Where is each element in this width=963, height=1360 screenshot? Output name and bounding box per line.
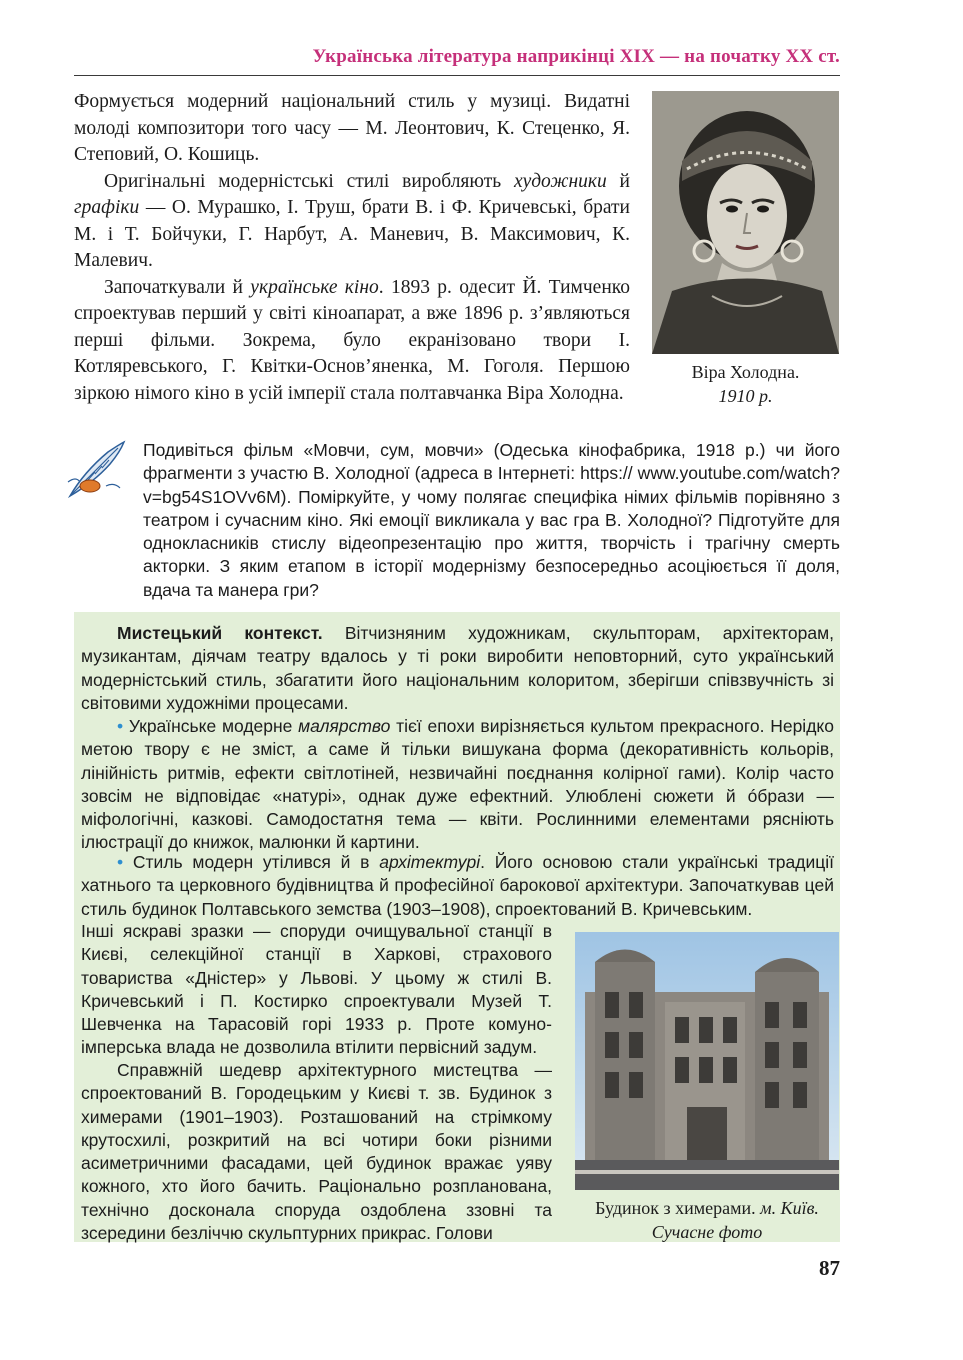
emphasis-graphics: графіки [74, 197, 140, 218]
intro-paragraph-cinema [74, 275, 630, 408]
intro-paragraph-music: Формується модерний національний стиль у музиці. Видатні молоді композитори того часу — М. Леонтович, К. Стеценко, Я. Степовий, О. Кошиць. [74, 91, 630, 165]
text-span: Стиль модерн утілився й в [123, 852, 380, 872]
text-span: тієї епохи вирізняється культом прекрасного. Нерідко метою твору є не зміст, а саме й тільки вишукана форма (декоративність кольорів, лінійність ритмів, ефекти світлотіней, незвичайні поєднання колірної гами). Колір часто зовсім не відповідає «натурі», однак дуже ефектний. Улюблені сюжети й óбрази — міфологічні, казкові. Самодостатня тема — квіти. Рослинними елементами рясніють ілюстрації до книжок, малюнки й картини. [81, 716, 834, 853]
text-span: Українське модерне [123, 716, 299, 736]
context-architecture-examples: Інші яскраві зразки — споруди очищувальної станції в Києві, селекційної станції в Харкові, страхового товариства «Дністер» у Львові. У цьому ж стилі В. Кричевський і П. Костирко спроектували Музей Т. Шевченка на Тарасовій горі 1933 р. Проте комуно-імперська влада не дозволила втілити первісний задум. [81, 921, 552, 1058]
portrait-caption-year: 1910 р. [718, 386, 773, 406]
text-span: Оригінальні модерністські стилі виробляють [104, 170, 514, 192]
text-span: й [606, 170, 630, 192]
emphasis-cinema: українське кіно [250, 276, 379, 298]
context-painting-paragraph [81, 715, 834, 855]
bullet-icon: • [117, 852, 124, 872]
text-span: Вітчизняним художникам, скульпторам, архітекторам, музикантам, діячам театру вдалось у ті роки виробити неповторний, суто український модерністський стиль, збагатити його національним колоритом, зберігши співзвучність зі світовими художніми процесами. [81, 623, 835, 713]
vira-kholodna-photo [652, 91, 839, 354]
emphasis-painting: малярство [298, 716, 391, 736]
intro-paragraph-artists [74, 169, 630, 275]
portrait-caption [652, 360, 839, 408]
context-heading: Мистецький контекст. [117, 623, 323, 643]
building-caption-note: Сучасне фото [651, 1222, 763, 1242]
context-masterpiece-paragraph: Справжній шедевр архітектурного мистецтва — спроектований В. Городецьким у Києві т. зв. Будинок з химерами (1901–1903). Розташований на стрімкому крутосхилі, розкритий на всі чотири боки різними асиметричними фасадами, цей будинок вражає уяву кожного, хто його бачить. Раціонально розпланована, технічно досконала споруда оздоблена ззовні та зсередини безліччю скульптурних прикрас. Голови [81, 1060, 552, 1244]
portrait-caption-name: Віра Холодна. [691, 362, 800, 382]
page-header-title: Українська література наприкінці XIX — на початку XX ст. [312, 46, 840, 67]
context-intro-paragraph [81, 622, 834, 715]
bullet-icon: • [117, 716, 124, 736]
emphasis-architecture: архітектурі [379, 852, 481, 872]
quill-icon [62, 438, 128, 500]
page-number: 87 [819, 1256, 840, 1280]
building-caption [575, 1196, 839, 1244]
text-span: Започаткували й [104, 276, 251, 298]
emphasis-artists: художники [513, 170, 607, 192]
assignment-text: Подивіться фільм «Мовчи, сум, мовчи» (Одеська кінофабрика, 1918 р.) чи його фрагменти з участю В. Холодної (адреса в Інтернеті: https:// www.youtube.com/watch?v=bg54S1OVv6M). Поміркуйте, у чому полягає специфіка німих фільмів порівняно з театром і сучасним кіно. Які емоції викликала у вас гра В. Холодної? Підготуйте для однокласників стислу відеопрезентацію про життя, творчість і трагічну смерть акторки. З яким етапом в історії модернізму безпосередньо асоціюється її доля, вдача та манера гри? [143, 440, 840, 600]
text-span: . 1893 р. одесит Й. Тимченко спроектував перший у світі кіноапарат, а вже 1896 р. з’являються перші фільми. Зокрема, було екранізовано твори І. Котляревського, Г. Квітки-Основ’яненка, М. Гоголя. Першою зіркою німого кіно в усій імперії стала полтавчанка Віра Холодна. [74, 276, 630, 404]
text-span: — О. Мурашко, І. Труш, брати В. і Ф. Кричевські, брати М. і Т. Бойчуки, Г. Нарбут, А. Маневич, В. Максимович, К. Малевич. [74, 197, 630, 271]
context-architecture-paragraph [81, 851, 834, 921]
building-caption-title: Будинок з химерами. [595, 1198, 761, 1218]
house-with-chimaeras-photo [575, 932, 839, 1190]
intro-text [74, 89, 630, 407]
building-caption-city: м. Київ. [760, 1198, 819, 1218]
text-span: . Його основою стали українські традиції хатнього та церковного будівництва й професійної барокової архітектури. Започаткував цей стиль будинок Полтавського земства (1903–1908), спроектований В. Кричевським. [81, 852, 834, 919]
header-divider [74, 75, 840, 76]
